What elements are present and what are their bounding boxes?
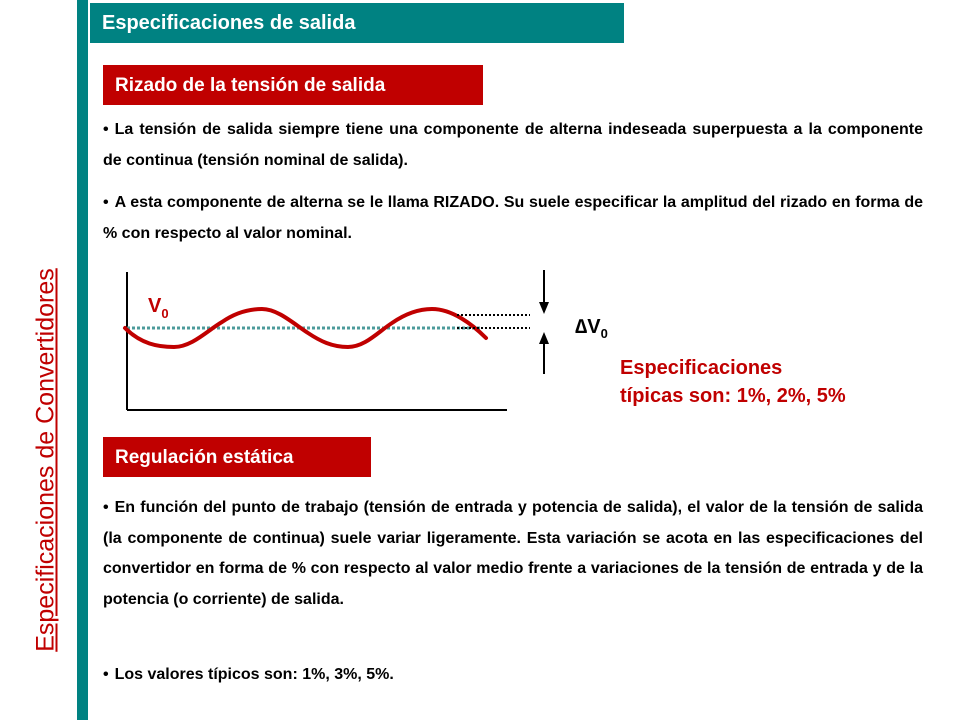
v0-label: $V_0$ (148, 295, 169, 321)
arrow-up-head (539, 332, 549, 344)
spec-line-1: Especificaciones (620, 357, 783, 379)
bullet-regulation-1 (103, 493, 923, 616)
arrow-down-head (539, 302, 549, 314)
bullet-text: A esta componente de alterna se le llama RIZADO. Su suele especificar la amplitud del rizado en forma de % con respecto al valor nominal. (103, 194, 923, 242)
section-header-ripple: Rizado de la tensión de salida (103, 65, 483, 105)
bullet-text: La tensión de salida siempre tiene una componente de alterna indeseada superpuesta a la componente de continua (tensión nominal de salida). (103, 121, 923, 169)
bullet-text: En función del punto de trabajo (tensión de entrada y potencia de salida), el valor de la tensión de salida (la componente de continua) suele variar ligeramente. Esta variación se acota en las especificaciones del convertidor en forma de % con respecto al valor medio frente a variaciones de la tensión de entrada y de la potencia (o corriente) de salida. (103, 499, 923, 609)
bullet-dot: • (103, 121, 109, 138)
bullet-dot: • (103, 499, 109, 516)
bullet-ripple-1 (103, 115, 923, 176)
bullet-regulation-2 (103, 660, 923, 691)
left-accent-bar (77, 0, 88, 720)
bullet-text: Los valores típicos son: 1%, 3%, 5%. (114, 666, 394, 683)
section-header-regulation: Regulación estática (103, 437, 371, 477)
typical-spec-text (620, 355, 846, 410)
spec-line-2: típicas son: 1%, 2%, 5% (620, 384, 846, 407)
delta-v0-label: $\Delta V_0$ (575, 316, 608, 341)
ripple-diagram (110, 262, 530, 414)
bullet-dot: • (103, 666, 109, 683)
bullet-dot: • (103, 194, 109, 211)
page-title: Especificaciones de salida (90, 3, 624, 43)
vertical-title: Especificaciones de Convertidores (31, 268, 60, 652)
bullet-ripple-2 (103, 188, 923, 249)
